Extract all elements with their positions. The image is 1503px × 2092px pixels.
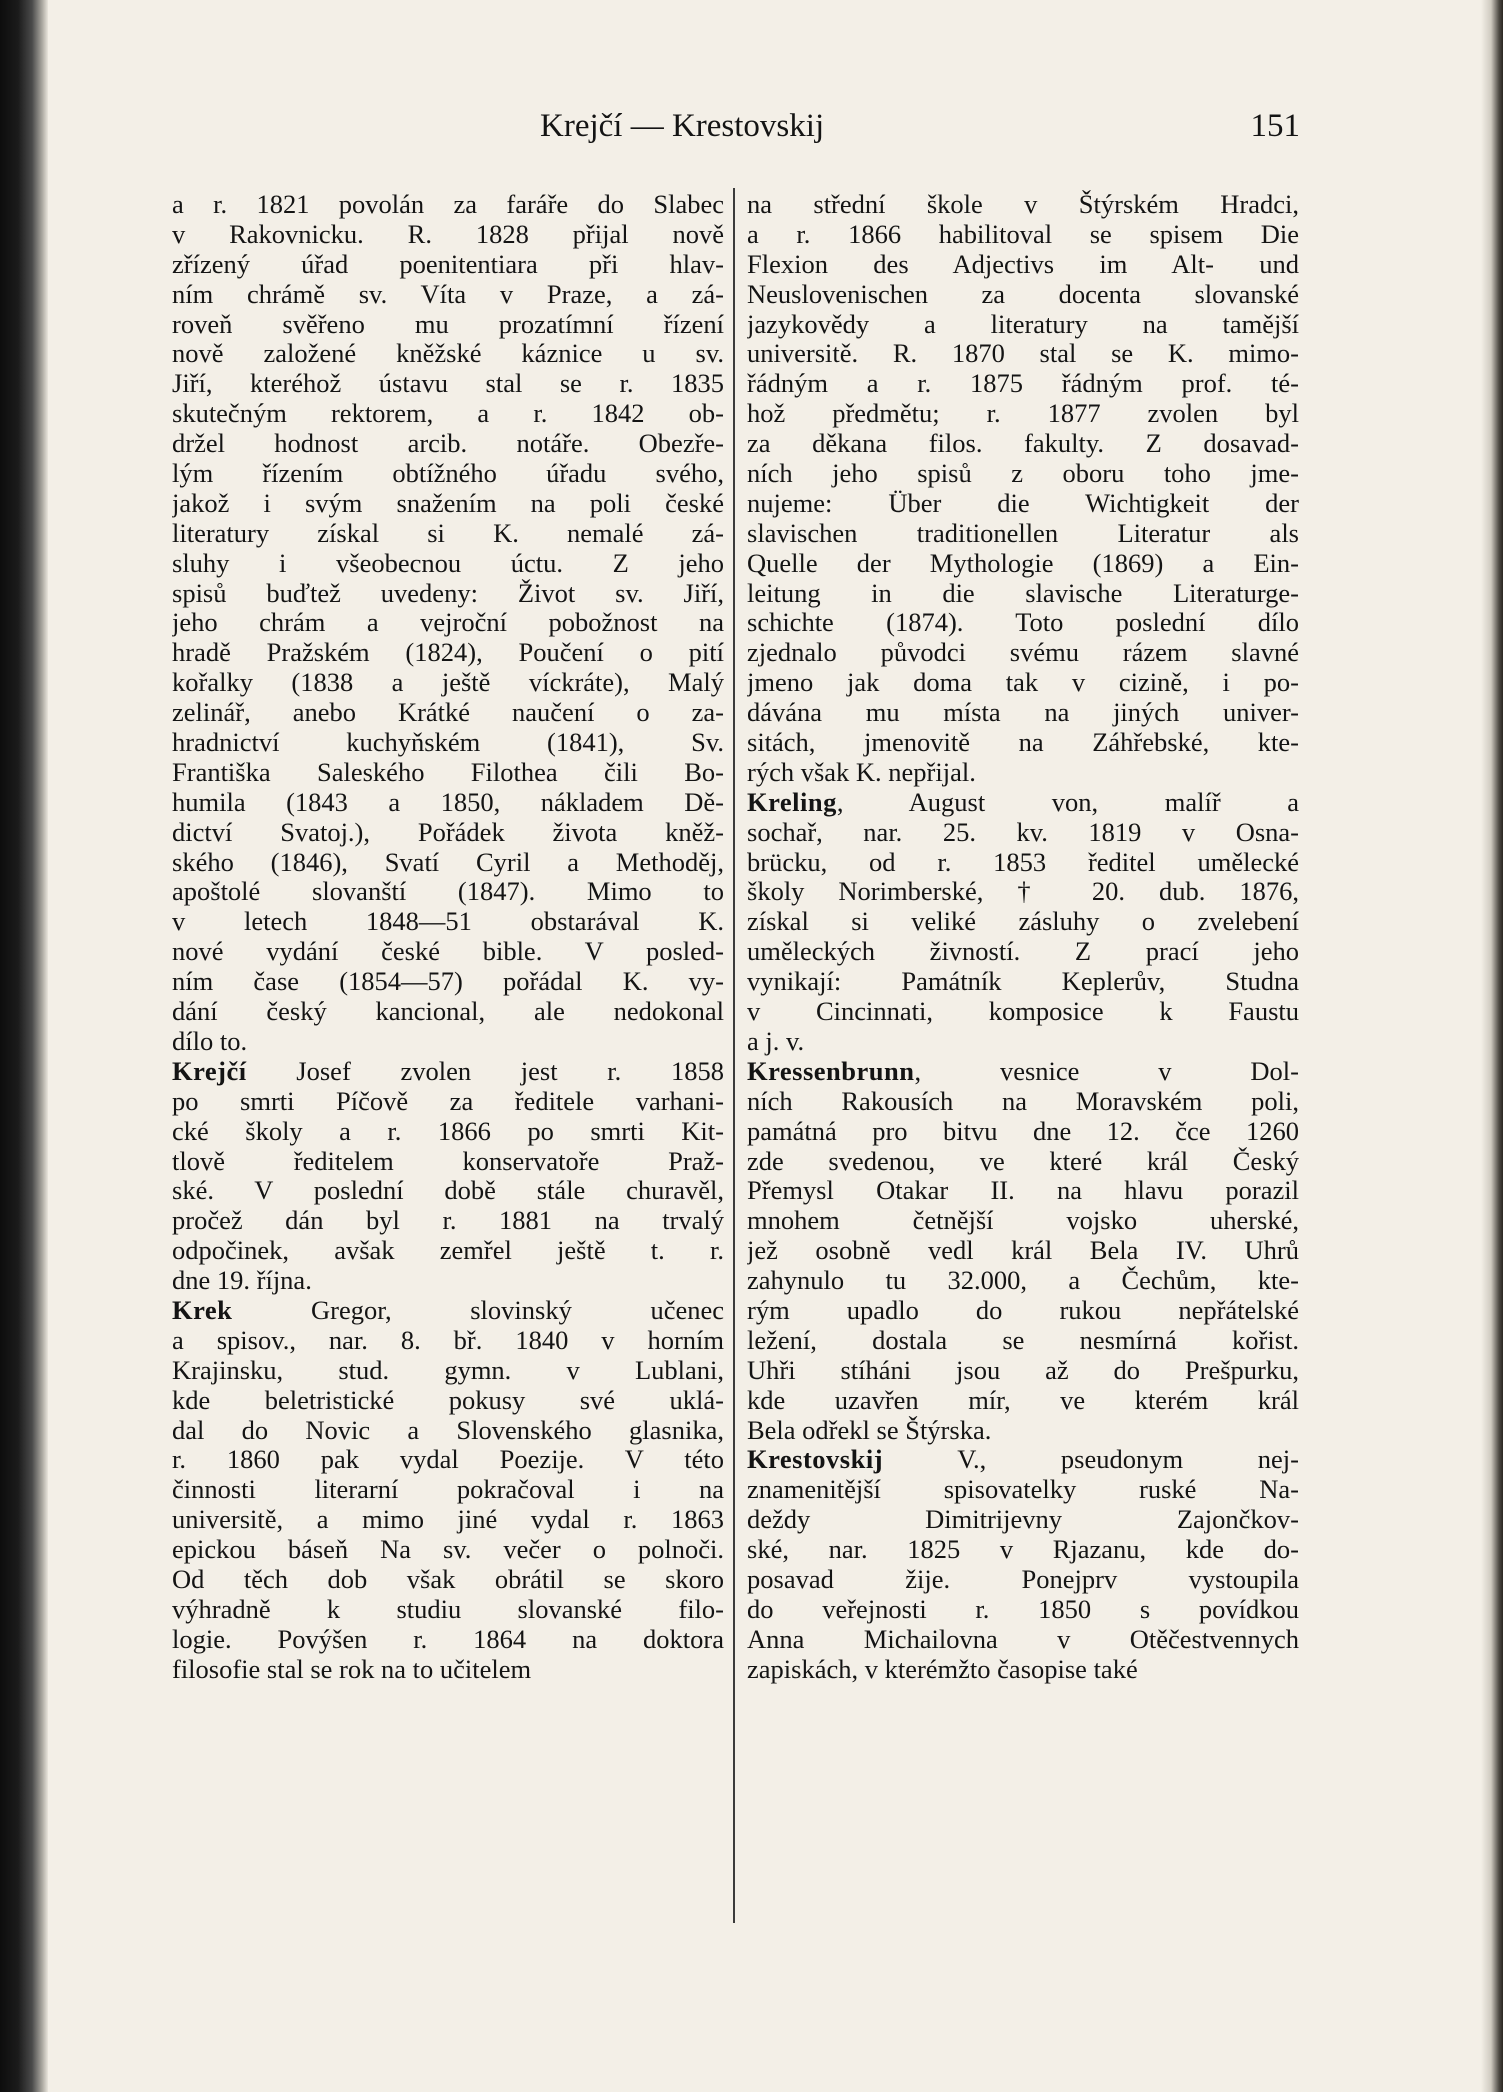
text-line: ské. V poslední době stále churavěl, xyxy=(172,1176,724,1206)
text-line: epickou báseň Na sv. večer o polnoči. xyxy=(172,1535,724,1565)
text-line: Krestovskij V., pseudonym nej- xyxy=(747,1445,1299,1475)
text-line: nově založené kněžské káznice u sv. xyxy=(172,339,724,369)
text-line: brücku, od r. 1853 ředitel umělecké xyxy=(747,847,1299,877)
left-column xyxy=(172,190,724,1685)
column-divider xyxy=(733,188,735,1923)
text-line: ním čase (1854—57) pořádal K. vy- xyxy=(172,967,724,997)
text-line: sitách, jmenovitě na Záhřebské, kte- xyxy=(747,728,1299,758)
text-line: hož předmětu; r. 1877 zvolen byl xyxy=(747,399,1299,429)
text-line: nujeme: Über die Wichtigkeit der xyxy=(747,488,1299,518)
page-binding-shadow xyxy=(0,0,48,2092)
text-line: získal si veliké zásluhy o zvelebení xyxy=(747,907,1299,937)
text-line: do veřejnosti r. 1850 s povídkou xyxy=(747,1594,1299,1624)
text-line: roveň svěřeno mu prozatímní řízení xyxy=(172,309,724,339)
text-line: nové vydání české bible. V posled- xyxy=(172,937,724,967)
text-line: znamenitější spisovatelky ruské Na- xyxy=(747,1475,1299,1505)
text-line: Františka Saleského Filothea čili Bo- xyxy=(172,757,724,787)
text-line: Přemysl Otakar II. na hlavu porazil xyxy=(747,1176,1299,1206)
text-line: rým upadlo do rukou nepřátelské xyxy=(747,1295,1299,1325)
text-line: hradě Pražském (1824), Poučení o pití xyxy=(172,638,724,668)
text-line: na střední škole v Štýrském Hradci, xyxy=(747,190,1299,219)
text-line: a j. v. xyxy=(747,1026,805,1056)
running-title: Krejčí — Krestovskij xyxy=(540,108,825,144)
text-line: zde svedenou, ve které král Český xyxy=(747,1146,1299,1176)
entry-headword: Kreling xyxy=(747,787,837,817)
text-line: a spisov., nar. 8. bř. 1840 v horním xyxy=(172,1325,724,1355)
text-line: hradnictví kuchyňském (1841), Sv. xyxy=(172,728,724,758)
text-line: deždy Dimitrijevny Zajončkov- xyxy=(747,1505,1299,1535)
text-line: Jiří, kteréhož ústavu stal se r. 1835 xyxy=(172,369,724,399)
text-line: lým řízením obtížného úřadu svého, xyxy=(172,459,724,489)
text-line: schichte (1874). Toto poslední dílo xyxy=(747,608,1299,638)
text-line: universitě. R. 1870 stal se K. mimo- xyxy=(747,339,1299,369)
text-line: Kreling, August von, malíř a xyxy=(747,787,1299,817)
text-line: odpočinek, avšak zemřel ještě t. r. xyxy=(172,1236,724,1266)
text-line: držel hodnost arcib. notáře. Obezře- xyxy=(172,429,724,459)
text-line: v letech 1848—51 obstarával K. xyxy=(172,907,724,937)
text-line: jmeno jak doma tak v cizině, i po- xyxy=(747,668,1299,698)
text-line: ních jeho spisů z oboru toho jme- xyxy=(747,459,1299,489)
text-line: r. 1860 pak vydal Poezije. V této xyxy=(172,1445,724,1475)
page-number: 151 xyxy=(1250,108,1300,144)
text-line: dání český kancional, ale nedokonal xyxy=(172,997,724,1027)
text-line: Kressenbrunn, vesnice v Dol- xyxy=(747,1056,1299,1086)
text-line: jež osobně vedl král Bela IV. Uhrů xyxy=(747,1236,1299,1266)
text-line: Neuslovenischen za docenta slovanské xyxy=(747,279,1299,309)
text-line: pročež dán byl r. 1881 na trvalý xyxy=(172,1206,724,1236)
text-line: slavischen traditionellen Literatur als xyxy=(747,518,1299,548)
text-line: ského (1846), Svatí Cyril a Methoděj, xyxy=(172,847,724,877)
text-line: literatury získal si K. nemalé zá- xyxy=(172,518,724,548)
text-line: dávána mu místa na jiných univer- xyxy=(747,698,1299,728)
text-line: mnohem četnější vojsko uherské, xyxy=(747,1206,1299,1236)
text-line: památná pro bitvu dne 12. čce 1260 xyxy=(747,1116,1299,1146)
text-line: tlově ředitelem konservatoře Praž- xyxy=(172,1146,724,1176)
text-line: apoštolé slovanští (1847). Mimo to xyxy=(172,877,724,907)
text-line: za děkana filos. fakulty. Z dosavad- xyxy=(747,429,1299,459)
text-line: logie. Povýšen r. 1864 na doktora xyxy=(172,1624,724,1654)
entry-headword: Krek xyxy=(172,1295,233,1325)
text-line: výhradně k studiu slovanské filo- xyxy=(172,1594,724,1624)
text-line: ním chrámě sv. Víta v Praze, a zá- xyxy=(172,279,724,309)
text-line: sluhy i všeobecnou úctu. Z jeho xyxy=(172,548,724,578)
text-line: Krek Gregor, slovinský učenec xyxy=(172,1295,724,1325)
text-line: kde uzavřen mír, ve kterém král xyxy=(747,1385,1299,1415)
text-line: ních Rakousích na Moravském poli, xyxy=(747,1086,1299,1116)
entry-headword: Krestovskij xyxy=(747,1445,884,1475)
text-line: Bela odřekl se Štýrska. xyxy=(747,1415,992,1445)
text-line: dílo to. xyxy=(172,1026,248,1056)
text-line: Uhři stíháni jsou až do Prešpurku, xyxy=(747,1355,1299,1385)
text-line: filosofie stal se rok na to učitelem xyxy=(172,1654,532,1684)
text-line: dictví Svatoj.), Pořádek života kněž- xyxy=(172,817,724,847)
text-line: leitung in die slavische Literaturge- xyxy=(747,578,1299,608)
text-line: ské, nar. 1825 v Rjazanu, kde do- xyxy=(747,1535,1299,1565)
text-line: uměleckých živností. Z prací jeho xyxy=(747,937,1299,967)
text-line: jeho chrám a vejroční pobožnost na xyxy=(172,608,724,638)
text-line: činnosti literarní pokračoval i na xyxy=(172,1475,724,1505)
text-line: zřízený úřad poenitentiara při hlav- xyxy=(172,249,724,279)
text-line: zahynulo tu 32.000, a Čechům, kte- xyxy=(747,1266,1299,1296)
text-line: v Rakovnicku. R. 1828 přijal nově xyxy=(172,219,724,249)
text-line: zelinář, anebo Krátké naučení o za- xyxy=(172,698,724,728)
text-line: Krejčí Josef zvolen jest r. 1858 xyxy=(172,1056,724,1086)
text-line: školy Norimberské, † 20. dub. 1876, xyxy=(747,877,1299,907)
text-line: cké školy a r. 1866 po smrti Kit- xyxy=(172,1116,724,1146)
page-edge-shadow xyxy=(1481,0,1503,2092)
text-line: Quelle der Mythologie (1869) a Ein- xyxy=(747,548,1299,578)
text-line: kořalky (1838 a ještě víckráte), Malý xyxy=(172,668,724,698)
text-line: Krajinsku, stud. gymn. v Lublani, xyxy=(172,1355,724,1385)
text-line: kde beletristické pokusy své uklá- xyxy=(172,1385,724,1415)
text-line: vynikají: Památník Keplerův, Studna xyxy=(747,967,1299,997)
page-header xyxy=(540,102,1300,150)
text-line: jazykovědy a literatury na tamější xyxy=(747,309,1299,339)
right-column xyxy=(747,190,1299,1685)
text-line: humila (1843 a 1850, nákladem Dě- xyxy=(172,787,724,817)
text-line: zjednalo původci svému rázem slavné xyxy=(747,638,1299,668)
text-line: a r. 1821 povolán za faráře do Slabec xyxy=(172,190,724,219)
text-line: ležení, dostala se nesmírná kořist. xyxy=(747,1325,1299,1355)
text-line: spisů buďtež uvedeny: Život sv. Jiří, xyxy=(172,578,724,608)
text-line: universitě, a mimo jiné vydal r. 1863 xyxy=(172,1505,724,1535)
text-line: zapiskách, v kterémžto časopise také xyxy=(747,1654,1138,1684)
text-line: v Cincinnati, komposice k Faustu xyxy=(747,997,1299,1027)
text-line: řádným a r. 1875 řádným prof. té- xyxy=(747,369,1299,399)
text-line: dne 19. října. xyxy=(172,1266,312,1296)
text-line: sochař, nar. 25. kv. 1819 v Osna- xyxy=(747,817,1299,847)
text-line: skutečným rektorem, a r. 1842 ob- xyxy=(172,399,724,429)
text-line: po smrti Píčově za ředitele varhani- xyxy=(172,1086,724,1116)
entry-headword: Krejčí xyxy=(172,1056,247,1086)
text-line: rých však K. nepřijal. xyxy=(747,757,976,787)
text-line: jakož i svým snažením na poli české xyxy=(172,488,724,518)
text-line: Anna Michailovna v Otěčestvennych xyxy=(747,1624,1299,1654)
text-line: dal do Novic a Slovenského glasnika, xyxy=(172,1415,724,1445)
text-line: a r. 1866 habilitoval se spisem Die xyxy=(747,219,1299,249)
text-line: Od těch dob však obrátil se skoro xyxy=(172,1564,724,1594)
text-line: posavad žije. Ponejprv vystoupila xyxy=(747,1564,1299,1594)
text-line: Flexion des Adjectivs im Alt- und xyxy=(747,249,1299,279)
entry-headword: Kressenbrunn xyxy=(747,1056,915,1086)
